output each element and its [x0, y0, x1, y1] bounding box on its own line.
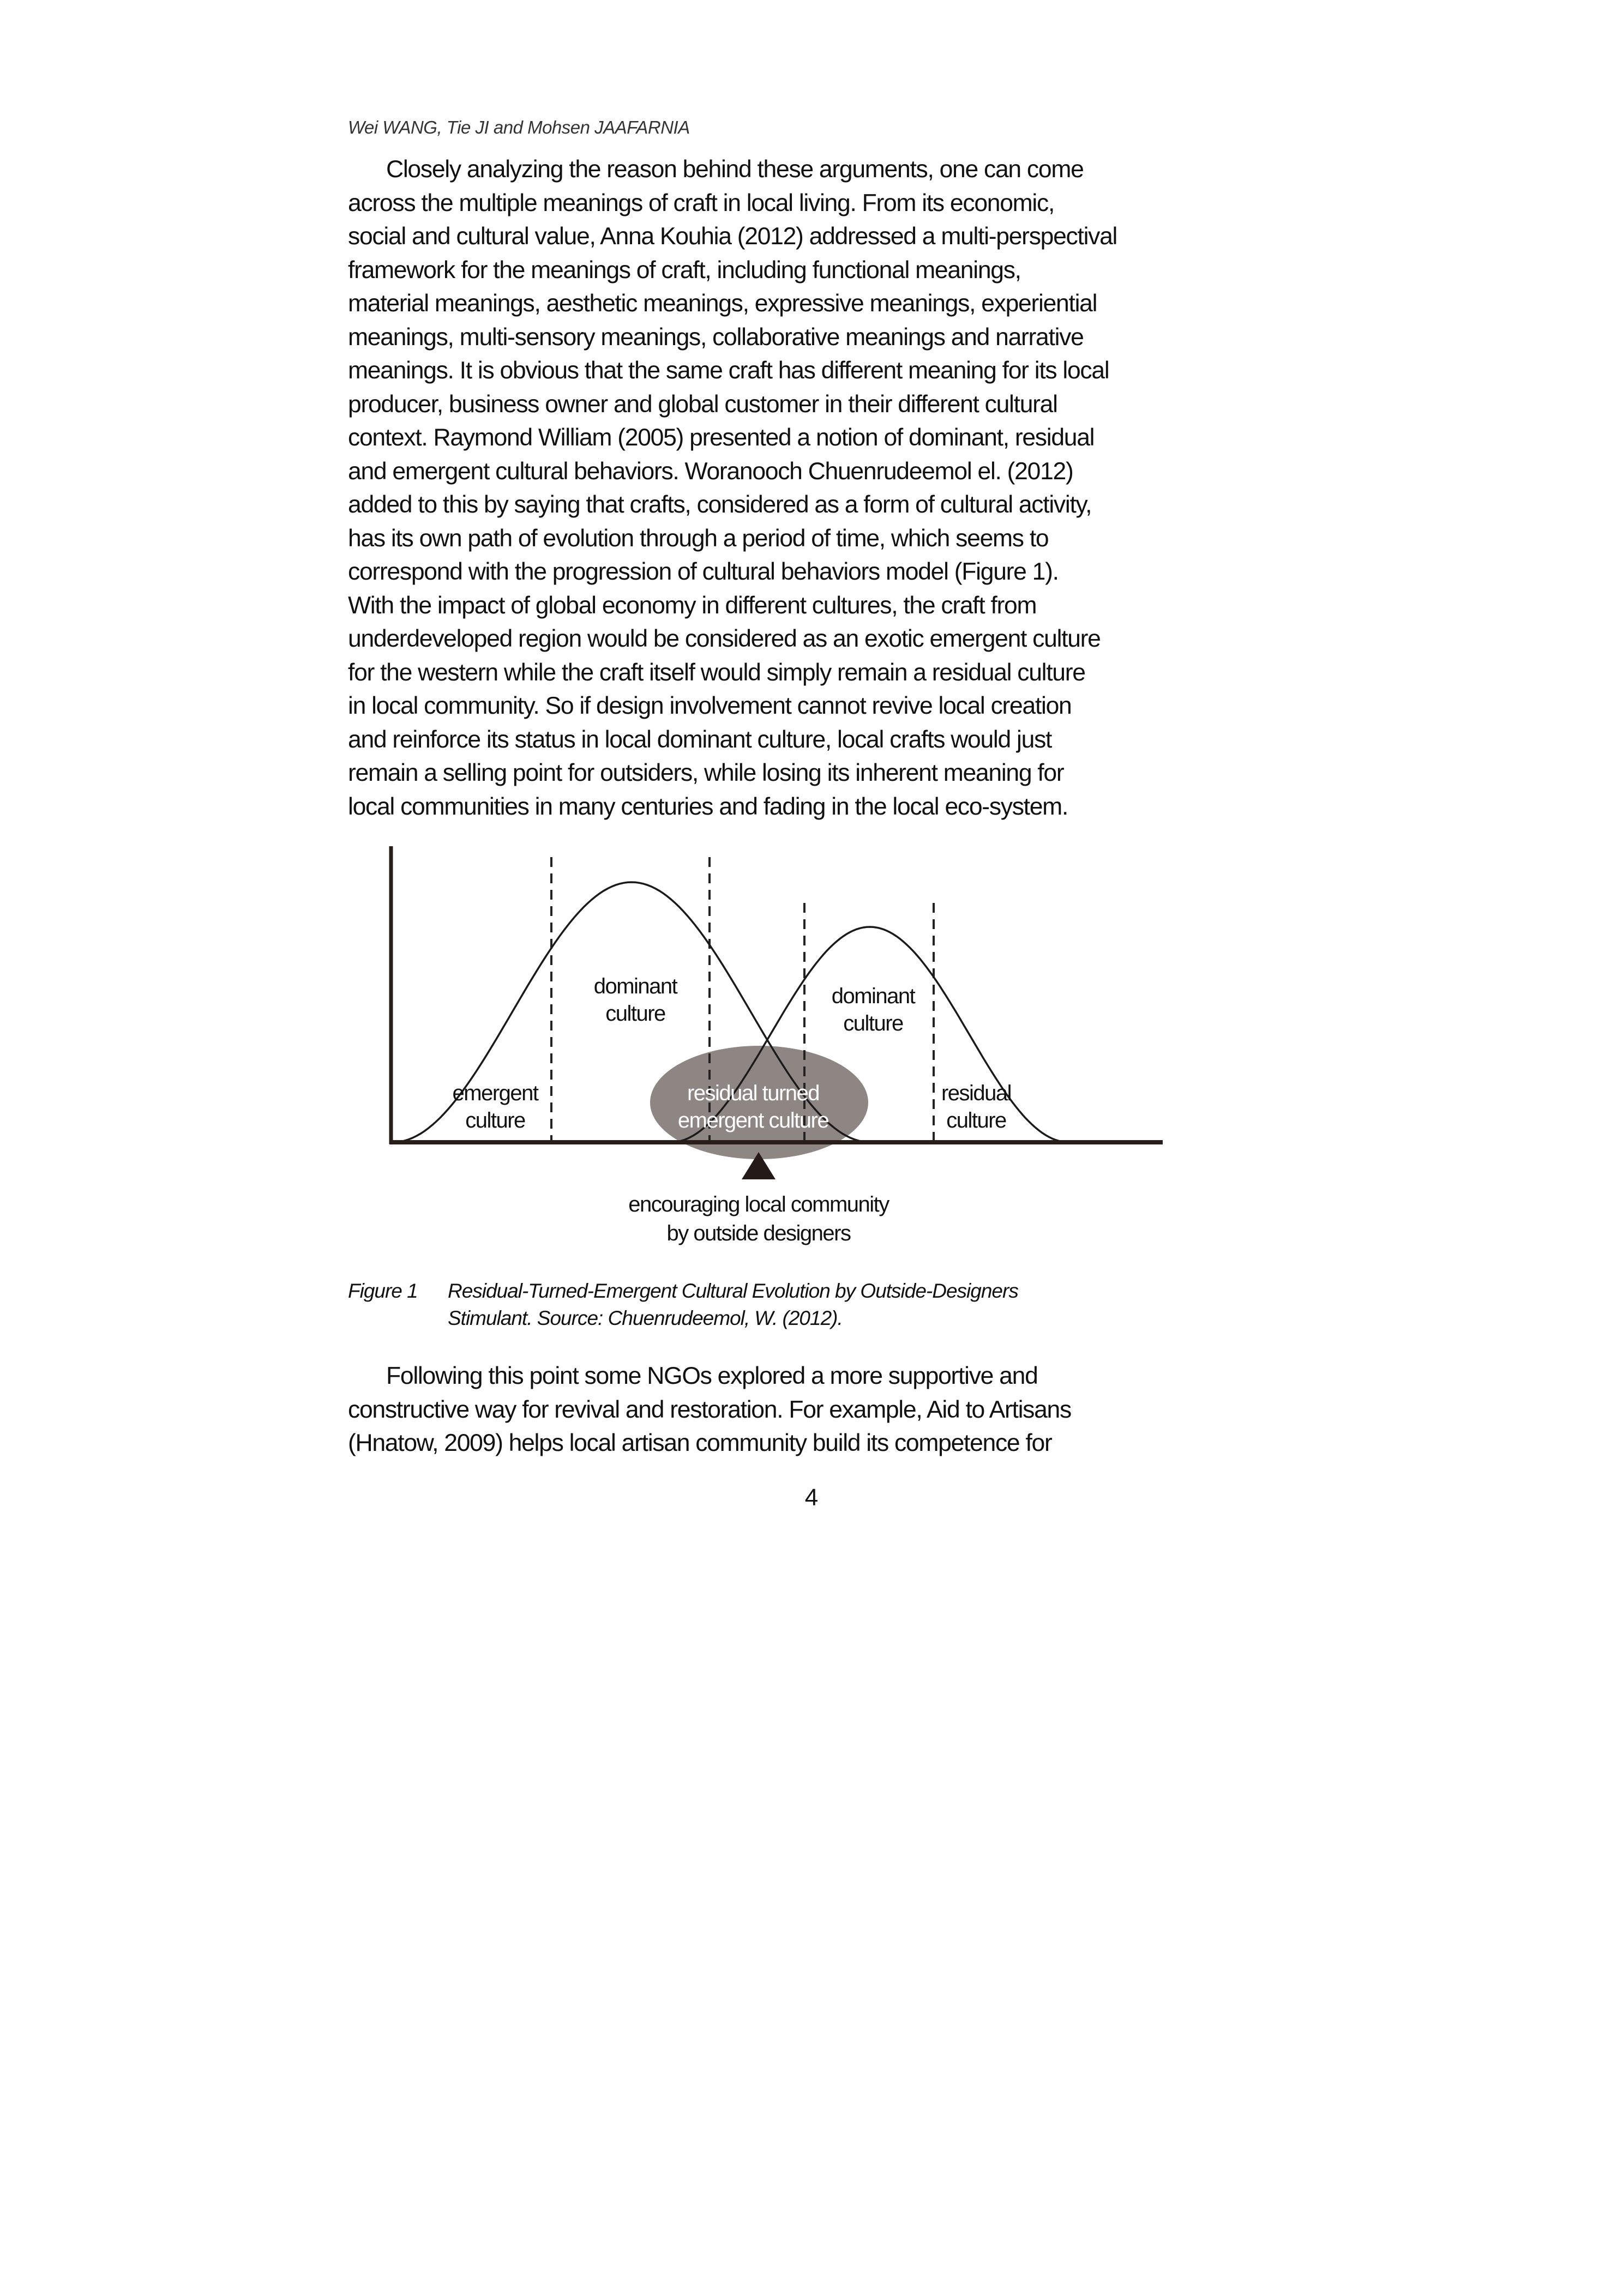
figure-caption-line: Stimulant. Source: Chuenrudeemol, W. (2012). [448, 1307, 843, 1329]
figure-caption-line: Residual-Turned-Emergent Cultural Evolution by Outside-Designers [448, 1280, 1018, 1302]
label-encouraging-line1: encouraging local community [628, 1192, 889, 1216]
text-line: across the multiple meanings of craft in local living. From its economic, [348, 189, 1055, 216]
page-number: 4 [804, 1484, 819, 1511]
text-line: in local community. So if design involvement cannot revive local creation [348, 692, 1072, 719]
text-line: remain a selling point for outsiders, while losing its inherent meaning for [348, 760, 1064, 786]
figure-caption-label: Figure 1 [348, 1280, 418, 1302]
text-line: context. Raymond William (2005) presented a notion of dominant, residual [348, 424, 1095, 451]
text-line: (Hnatow, 2009) helps local artisan community build its competence for [348, 1430, 1052, 1456]
label-residual-turned-line2: emergent culture [677, 1108, 829, 1132]
label-emergent-culture-line1: emergent [452, 1081, 538, 1105]
running-header-authors: Wei WANG, Tie JI and Mohsen JAAFARNIA [348, 117, 690, 137]
text-line: and emergent cultural behaviors. Woranooch Chuenrudeemol el. (2012) [348, 457, 1073, 485]
text-line: With the impact of global economy in different cultures, the craft from [348, 592, 1037, 619]
text-line: local communities in many centuries and fading in the local eco-system. [348, 793, 1068, 820]
text-line: social and cultural value, Anna Kouhia (2012) addressed a multi-perspectival [348, 223, 1117, 250]
body-paragraph-2 [348, 1359, 1210, 1460]
label-residual-culture-line1: residual [941, 1081, 1012, 1105]
text-line: has its own path of evolution through a period of time, which seems to [348, 525, 1049, 552]
text-line: correspond with the progression of cultural behaviors model (Figure 1). [348, 558, 1059, 585]
text-line: material meanings, aesthetic meanings, expressive meanings, experiential [348, 290, 1097, 317]
text-line: added to this by saying that crafts, considered as a form of cultural activity, [348, 491, 1092, 518]
label-dominant-culture-right-line1: dominant [831, 984, 915, 1008]
text-line: Following this point some NGOs explored a more supportive and [386, 1363, 1038, 1389]
label-dominant-culture-left-line1: dominant [593, 974, 677, 998]
label-residual-turned-line1: residual turned [687, 1081, 820, 1105]
label-encouraging-line2: by outside designers [666, 1221, 851, 1245]
figure-caption-text [448, 1277, 1018, 1332]
label-residual-culture-line2: culture [946, 1108, 1006, 1132]
label-dominant-culture-right-line2: culture [843, 1011, 903, 1035]
text-line: for the western while the craft itself would simply remain a residual culture [348, 659, 1085, 686]
label-emergent-culture-line2: culture [465, 1108, 525, 1132]
text-line: and reinforce its status in local dominant culture, local crafts would just [348, 726, 1052, 753]
text-line: Closely analyzing the reason behind these arguments, one can come [386, 156, 1084, 183]
text-line: constructive way for revival and restoration. For example, Aid to Artisans [348, 1396, 1071, 1423]
text-line: framework for the meanings of craft, including functional meanings, [348, 256, 1021, 284]
text-line: meanings, multi-sensory meanings, collaborative meanings and narrative [348, 323, 1084, 351]
text-line: producer, business owner and global customer in their different cultural [348, 390, 1057, 418]
text-line: meanings. It is obvious that the same craft has different meaning for its local [348, 357, 1109, 384]
label-dominant-culture-left-line2: culture [605, 1002, 665, 1026]
text-line: underdeveloped region would be considered as an exotic emergent culture [348, 625, 1101, 652]
